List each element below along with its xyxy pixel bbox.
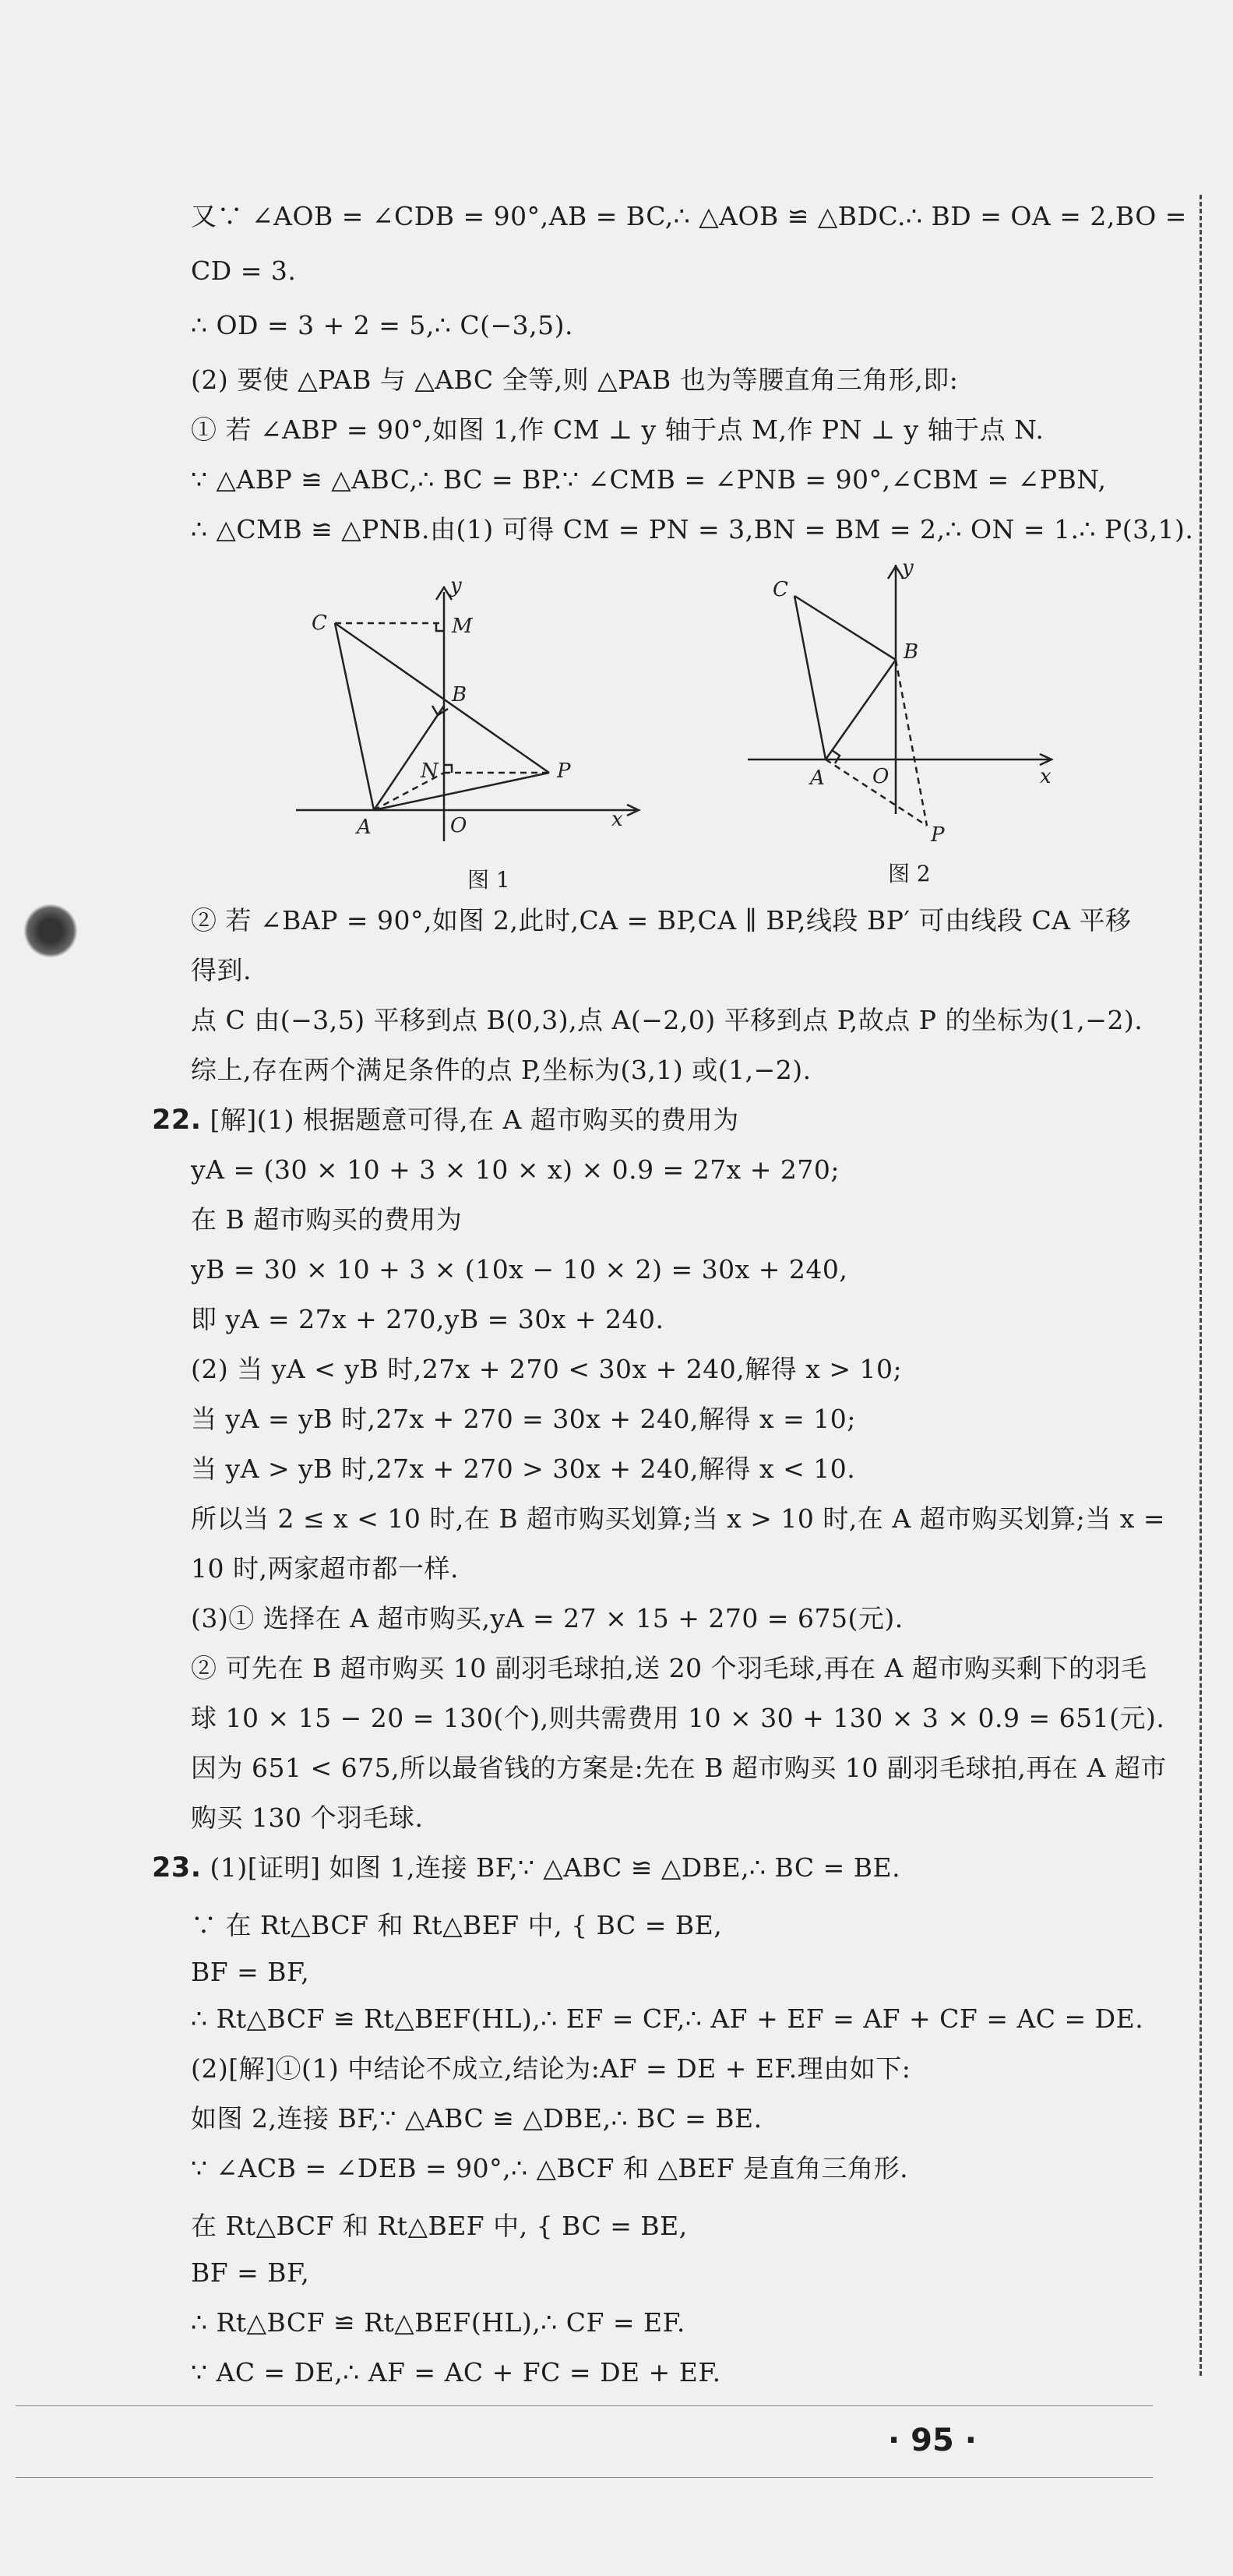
fig2-label-a: A bbox=[810, 766, 825, 790]
p22-line-5: 即 yA = 27x + 270,yB = 30x + 240. bbox=[191, 1304, 664, 1334]
fig2-label-x: x bbox=[1040, 765, 1052, 788]
figure-2-diagram bbox=[748, 557, 1067, 845]
p23-line-3: BF = BF, bbox=[191, 1957, 310, 1987]
problem-23-line-1 bbox=[152, 1851, 900, 1885]
p23-line-10: ∴ Rt△BCF ≌ Rt△BEF(HL),∴ CF = EF. bbox=[191, 2307, 685, 2338]
p22-line-8: 当 yA > yB 时,27x + 270 > 30x + 240,解得 x < 10. bbox=[191, 1454, 856, 1484]
figure-1-caption: 图 1 bbox=[467, 867, 510, 893]
p23-line-11: ∵ AC = DE,∴ AF = AC + FC = DE + EF. bbox=[191, 2357, 721, 2387]
text-line-1: 又∵ ∠AOB = ∠CDB = 90°,AB = BC,∴ △AOB ≌ △BDC.∴ BD = OA = 2,BO = bbox=[191, 201, 1187, 231]
ink-blot-decoration bbox=[23, 904, 78, 958]
text-line-11: 综上,存在两个满足条件的点 P,坐标为(3,1) 或(1,−2). bbox=[191, 1055, 812, 1085]
fig1-label-y: y bbox=[450, 576, 462, 597]
p22-line-12: ② 可先在 B 超市购买 10 副羽毛球拍,送 20 个羽毛球,再在 A 超市购买剩下的羽毛 bbox=[191, 1653, 1147, 1683]
fig1-label-a: A bbox=[357, 816, 372, 839]
text-line-5: ① 若 ∠ABP = 90°,如图 1,作 CM ⊥ y 轴于点 M,作 PN ⊥ y 轴于点 N. bbox=[191, 414, 1045, 445]
footer-rule-1 bbox=[16, 2405, 1153, 2406]
footer-rule-2 bbox=[16, 2477, 1153, 2478]
p22-line-6: (2) 当 yA < yB 时,27x + 270 < 30x + 240,解得 x > 10; bbox=[191, 1354, 903, 1384]
problem-22-line-1 bbox=[152, 1103, 739, 1137]
p23-line-7: ∵ ∠ACB = ∠DEB = 90°,∴ △BCF 和 △BEF 是直角三角形. bbox=[191, 2153, 909, 2183]
fig1-label-b: B bbox=[452, 683, 467, 707]
p23-line-2: ∵ 在 Rt△BCF 和 Rt△BEF 中, { BC = BE, bbox=[191, 1910, 723, 1940]
fig1-label-m: M bbox=[452, 615, 473, 638]
p22-line-10: 10 时,两家超市都一样. bbox=[191, 1553, 459, 1584]
p22-line-9: 所以当 2 ≤ x < 10 时,在 B 超市购买划算;当 x > 10 时,在 A 超市购买划算;当 x = bbox=[191, 1503, 1166, 1534]
p23-line-4: ∴ Rt△BCF ≌ Rt△BEF(HL),∴ EF = CF,∴ AF + EF = AF + CF = AC = DE. bbox=[191, 2003, 1144, 2034]
p23-line-5: (2)[解]①(1) 中结论不成立,结论为:AF = DE + EF.理由如下: bbox=[191, 2053, 911, 2084]
text-line-3: ∴ OD = 3 + 2 = 5,∴ C(−3,5). bbox=[191, 310, 573, 340]
p22-line-13: 球 10 × 15 − 20 = 130(个),则共需费用 10 × 30 + 130 × 3 × 0.9 = 651(元). bbox=[191, 1703, 1165, 1733]
text-line-10: 点 C 由(−3,5) 平移到点 B(0,3),点 A(−2,0) 平移到点 P,故点 P 的坐标为(1,−2). bbox=[191, 1005, 1143, 1035]
p23-text: (1)[证明] 如图 1,连接 BF,∵ △ABC ≌ △DBE,∴ BC = BE. bbox=[201, 1852, 901, 1883]
p22-line-11: (3)① 选择在 A 超市购买,yA = 27 × 15 + 270 = 675(元). bbox=[191, 1603, 904, 1633]
fig1-label-p: P bbox=[557, 759, 571, 783]
p22-line-15: 购买 130 个羽毛球. bbox=[191, 1802, 424, 1833]
text-line-9: 得到. bbox=[191, 955, 252, 985]
fig2-label-o: O bbox=[872, 765, 890, 788]
fig1-label-x: x bbox=[611, 808, 623, 831]
p23-line-9: BF = BF, bbox=[191, 2257, 310, 2288]
problem-23-number: 23. bbox=[152, 1852, 202, 1884]
text-line-4: (2) 要使 △PAB 与 △ABC 全等,则 △PAB 也为等腰直角三角形,即: bbox=[191, 365, 959, 395]
page-number: · 95 · bbox=[888, 2423, 977, 2458]
fig1-label-c: C bbox=[312, 611, 327, 635]
p22-line-3: 在 B 超市购买的费用为 bbox=[191, 1204, 463, 1235]
text-line-2: CD = 3. bbox=[191, 255, 297, 286]
figure-1-diagram bbox=[296, 576, 654, 849]
text-line-8: ② 若 ∠BAP = 90°,如图 2,此时,CA = BP,CA ∥ BP,线段 BP′ 可由线段 CA 平移 bbox=[191, 905, 1132, 936]
fig2-label-b: B bbox=[904, 640, 919, 664]
p23-line-8: 在 Rt△BCF 和 Rt△BEF 中, { BC = BE, bbox=[191, 2211, 688, 2241]
binding-dashed-border bbox=[1200, 195, 1202, 2376]
p22-line-14: 因为 651 < 675,所以最省钱的方案是:先在 B 超市购买 10 副羽毛球拍,再在 A 超市 bbox=[191, 1753, 1167, 1783]
p22-line-7: 当 yA = yB 时,27x + 270 = 30x + 240,解得 x = 10; bbox=[191, 1404, 856, 1434]
fig2-label-y: y bbox=[902, 557, 914, 580]
text-line-6: ∵ △ABP ≌ △ABC,∴ BC = BP.∵ ∠CMB = ∠PNB = 90°,∠CBM = ∠PBN, bbox=[191, 464, 1107, 495]
fig2-label-p: P bbox=[931, 823, 945, 845]
p22-line-2: yA = (30 × 10 + 3 × 10 × x) × 0.9 = 27x + 270; bbox=[191, 1154, 840, 1185]
text-line-7: ∴ △CMB ≌ △PNB.由(1) 可得 CM = PN = 3,BN = BM = 2,∴ ON = 1.∴ P(3,1). bbox=[191, 514, 1194, 544]
problem-22-number: 22. bbox=[152, 1105, 202, 1136]
fig1-label-n: N bbox=[421, 759, 439, 783]
fig1-label-o: O bbox=[450, 814, 467, 837]
p22-text: [解](1) 根据题意可得,在 A 超市购买的费用为 bbox=[201, 1105, 739, 1135]
p23-line-6: 如图 2,连接 BF,∵ △ABC ≌ △DBE,∴ BC = BE. bbox=[191, 2103, 763, 2134]
p22-line-4: yB = 30 × 10 + 3 × (10x − 10 × 2) = 30x + 240, bbox=[191, 1254, 848, 1284]
fig2-label-c: C bbox=[773, 578, 788, 601]
figure-2-caption: 图 2 bbox=[888, 861, 931, 886]
